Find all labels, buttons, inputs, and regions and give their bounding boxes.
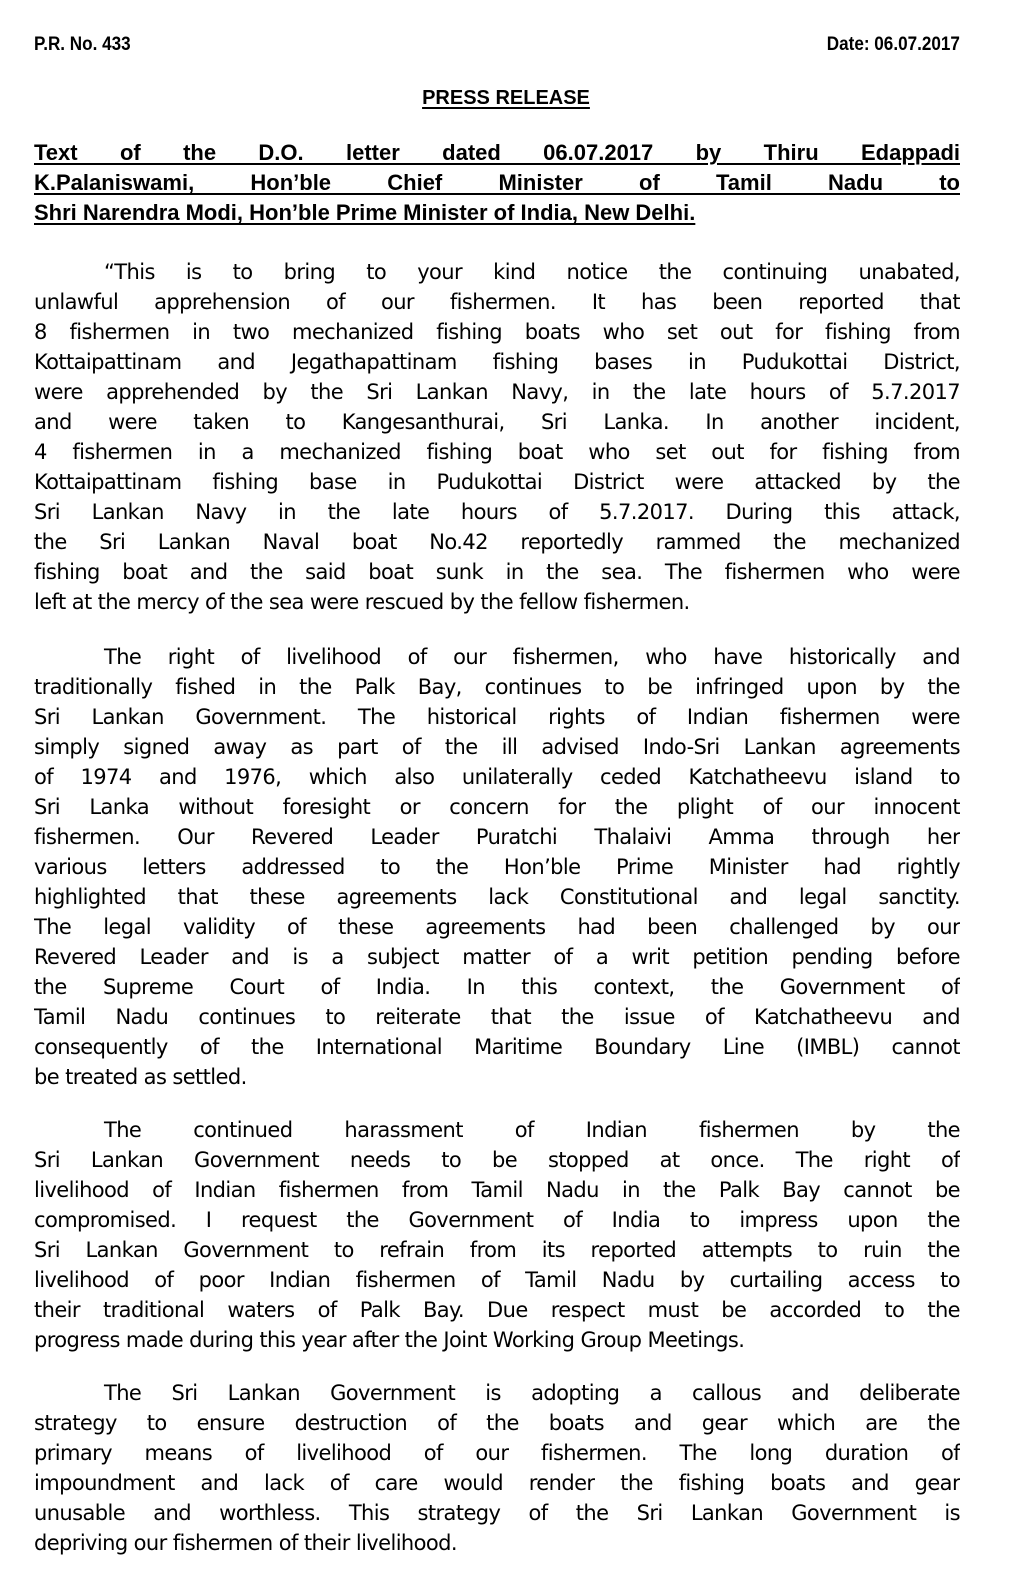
- text-line: strategy to ensure destruction of the boats and gear which are the: [34, 1411, 960, 1435]
- text-line: Kottaipattinam fishing base in Pudukottai District were attacked by the: [34, 470, 960, 494]
- subject-line: Shri Narendra Modi, Hon’ble Prime Minister of India, New Delhi.: [34, 200, 696, 225]
- text-line: the Supreme Court of India. In this context, the Government of: [34, 975, 960, 999]
- text-line: The continued harassment of Indian fishermen by the: [104, 1118, 960, 1142]
- text-line: simply signed away as part of the ill advised Indo-Sri Lankan agreements: [34, 735, 960, 759]
- subject-line: K.Palaniswami, Hon’ble Chief Minister of Tamil Nadu to: [34, 170, 960, 195]
- text-line: the Sri Lankan Naval boat No.42 reportedly rammed the mechanized: [34, 530, 960, 554]
- text-line: livelihood of Indian fishermen from Tamil Nadu in the Palk Bay cannot be: [34, 1178, 960, 1202]
- text-line: The Sri Lankan Government is adopting a callous and deliberate: [104, 1381, 960, 1405]
- text-line: livelihood of poor Indian fishermen of Tamil Nadu by curtailing access to: [34, 1268, 960, 1292]
- text-line: impoundment and lack of care would render the fishing boats and gear: [34, 1471, 960, 1495]
- text-line: progress made during this year after the Joint Working Group Meetings.: [34, 1328, 745, 1352]
- release-date: Date: 06.07.2017: [826, 34, 960, 55]
- text-line: Kottaipattinam and Jegathapattinam fishing bases in Pudukottai District,: [34, 350, 960, 374]
- text-line: unlawful apprehension of our fishermen. It has been reported that: [34, 290, 960, 314]
- text-line: highlighted that these agreements lack Constitutional and legal sanctity.: [34, 885, 960, 909]
- text-line: consequently of the International Maritime Boundary Line (IMBL) cannot: [34, 1035, 960, 1059]
- text-line: unusable and worthless. This strategy of the Sri Lankan Government is: [34, 1501, 960, 1525]
- text-line: Sri Lankan Government. The historical rights of Indian fishermen were: [34, 705, 960, 729]
- paragraph-apprehension: [34, 257, 960, 617]
- text-line: Sri Lankan Government to refrain from its reported attempts to ruin the: [34, 1238, 960, 1262]
- text-line: Sri Lankan Navy in the late hours of 5.7.2017. During this attack,: [34, 500, 960, 524]
- paragraph-harassment: [34, 1115, 960, 1355]
- text-line: were apprehended by the Sri Lankan Navy, in the late hours of 5.7.2017: [34, 380, 960, 404]
- text-line: Tamil Nadu continues to reiterate that the issue of Katchatheevu and: [34, 1005, 960, 1029]
- text-line: left at the mercy of the sea were rescued by the fellow fishermen.: [34, 590, 690, 614]
- paragraph-boat-destruction: [34, 1378, 960, 1558]
- text-line: 8 fishermen in two mechanized fishing boats who set out for fishing from: [34, 320, 960, 344]
- text-line: depriving our fishermen of their livelihood.: [34, 1531, 457, 1555]
- text-line: primary means of livelihood of our fishermen. The long duration of: [34, 1441, 960, 1465]
- text-line: “This is to bring to your kind notice the continuing unabated,: [104, 260, 960, 284]
- text-line: Sri Lanka without foresight or concern for the plight of our innocent: [34, 795, 960, 819]
- text-line: Revered Leader and is a subject matter of a writ petition pending before: [34, 945, 960, 969]
- text-line: fishing boat and the said boat sunk in the sea. The fishermen who were: [34, 560, 960, 584]
- subject-line: Text of the D.O. letter dated 06.07.2017 by Thiru Edappadi: [34, 140, 960, 165]
- press-release-number: P.R. No. 433: [34, 34, 131, 55]
- text-line: The right of livelihood of our fishermen, who have historically and: [104, 645, 960, 669]
- text-line: 4 fishermen in a mechanized fishing boat who set out for fishing from: [34, 440, 960, 464]
- text-line: and were taken to Kangesanthurai, Sri Lanka. In another incident,: [34, 410, 960, 434]
- document-title: PRESS RELEASE: [422, 87, 590, 109]
- paragraph-livelihood-rights: [34, 642, 960, 1092]
- text-line: traditionally fished in the Palk Bay, continues to be infringed upon by the: [34, 675, 960, 699]
- text-line: of 1974 and 1976, which also unilaterally ceded Katchatheevu island to: [34, 765, 960, 789]
- text-line: The legal validity of these agreements had been challenged by our: [34, 915, 960, 939]
- letter-subject: [34, 138, 960, 228]
- text-line: various letters addressed to the Hon’ble Prime Minister had rightly: [34, 855, 960, 879]
- text-line: compromised. I request the Government of India to impress upon the: [34, 1208, 960, 1232]
- text-line: be treated as settled.: [34, 1065, 247, 1089]
- text-line: Sri Lankan Government needs to be stopped at once. The right of: [34, 1148, 960, 1172]
- text-line: fishermen. Our Revered Leader Puratchi Thalaivi Amma through her: [34, 825, 960, 849]
- text-line: their traditional waters of Palk Bay. Due respect must be accorded to the: [34, 1298, 960, 1322]
